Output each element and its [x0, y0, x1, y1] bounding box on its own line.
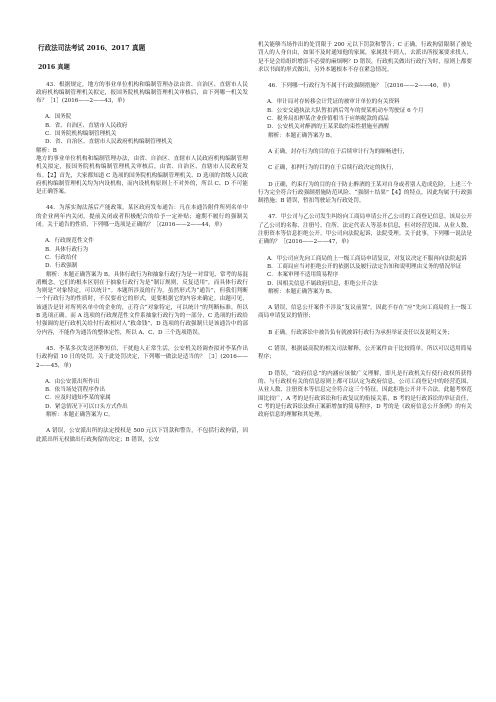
answer-option: D．省、自治区、直辖市人民政府机构编制管理机关 — [44, 139, 173, 146]
answer-option: C．国务院机构编制管理机关 — [44, 131, 117, 138]
paragraph: B 正确，行政诉讼中被告负有就被诉行政行为承担举证责任以及说明义务； — [268, 329, 453, 336]
answer-option: B．公安交通执法大队暂扣酒后驾车的贾某机动车驾驶证 6 个月 — [266, 107, 424, 114]
answer-option: A．行政规范性文件 — [44, 238, 94, 245]
left-column-body — [36, 81, 248, 444]
paragraph: 44．为落实淘汰落后产能政策，某区政府发布通告：凡在本通告附件所列名单中的企业两年内关闭，提前关闭或者积极配合的给予一定补贴；逾期不履行的强制关闭。关于通告的性质，下列哪一选项是正确的？［(2016——2——44，单) — [36, 205, 248, 229]
answer-line: 解析：B — [36, 147, 57, 154]
paragraph: 解析：本题正确答案为 B。 — [268, 288, 336, 295]
answer-option: B．依当场处罚程序作出 — [44, 387, 106, 394]
answer-option: B．工商局应当对拒绝公开的依据以及履行法定告知和说明理由义务的情况举证 — [266, 263, 462, 270]
paragraph: 解析：本题正确答案为 B。 — [268, 132, 336, 139]
paragraph: 地方的事业单位机构和编制管理办法，由省、自治区、直辖市人民政府机构编制管理机关拟定，报国务院机构编制管理机关审核后，由省、自治区、直辖市人民政府发布。【2】首先，大家都知道 C 选项的国务院机构编制管理机关、D 选项的省级人民政府机构编制管理机关均为内设机构，而内设机构原则上不对外的，所以 C、D 不可能是正确答案。 — [36, 155, 248, 196]
right-column — [258, 41, 472, 427]
paragraph: 46．下列哪一行政行为不属于行政强制措施？［(2016——2——46，单) — [268, 83, 450, 90]
answer-option: A．甲公司应先向工商局的上一级工商局申请复议，对复议决定不服再向法院起诉 — [266, 255, 467, 262]
answer-option: D．行政强制 — [44, 263, 78, 270]
answer-option: A．审计局对存转移会计凭证的被审计单位的有关资料 — [266, 99, 400, 106]
answer-option: D．紧急情况下可以口头方式作出 — [44, 403, 128, 410]
paragraph: 解析：本题正确答案为 C。 — [46, 411, 114, 418]
right-column-body — [258, 41, 472, 419]
paragraph: A 正确，封存行为的目的在于后续审计行为的顺畅进行， — [268, 148, 409, 155]
answer-option: A．由公安派出所作出 — [44, 378, 100, 385]
section-title: 2016 真题 — [38, 64, 70, 72]
paragraph: 机关能够当场作出的处罚限于 200 元以下罚款和警告；C 正确，行政拘留限制了被处罚人的人身自由，如果不及时通知他的家属，家属找不到人，去派出所报案要求找人，是不是会给组织增添不必要的麻烦啊？D 错误，行政机关做出行政行为时，原则上都要求以书面的形式做出，另外本题根本不存在紧急情况。 — [258, 42, 472, 73]
answer-option: D．因相关信息不属政府信息，拒绝公开合法 — [266, 280, 378, 287]
paragraph: A 错误，公安派出所的法定授权是 500 元以下罚款和警告，不包括行政拘留，因此派出所无权做出行政拘留的决定；B 错误，公安 — [36, 428, 248, 443]
answer-option: B．具体行政行为 — [44, 246, 89, 253]
paragraph: 45．李某多次发送淫秽短信，干扰他人正常生活，公安机关经调查拟对李某作出行政拘留 10 日的处罚。关于此处罚决定，下列哪一做法是适当的？［3］(2016——2——45，单) — [36, 345, 248, 369]
answer-option: B．省、自治区、直辖市人民政府 — [44, 122, 128, 129]
paragraph: A 错误，信息公开案件不涉及“复议前置”，因此不存在“应”先向工商局的上一级工商局申请复议的情形； — [258, 305, 472, 320]
answer-option: C．行政给付 — [44, 254, 78, 261]
left-column — [36, 40, 248, 452]
paragraph: 43．根据规定，地方的事业单位机构和编制管理办法由省、自治区、直辖市人民政府机构编制管理机关拟定，报国务院机构编制管理机关审核后，由下列哪一机关发布？［1］(2016——2——43，单) — [36, 81, 248, 105]
paragraph: 47．甲公司与乙公司发生纠纷向工商局申请公开乙公司的工商登记信息。该局公开了乙公司的名称、注册号、住所、法定代表人等基本信息，但对经营范围、从业人数、注册资本等信息拒绝公开。甲公司向法院起诉，法院受理。关于此事，下列哪一说法是正确的？［(2016——2——47，单) — [258, 214, 472, 246]
paragraph: C 错误，根据最高院的相关司法解释，公开案件由于比较简单，所以可以适用简易程序； — [258, 346, 472, 361]
paragraph: D 正确，约束行为的目的在于防止醉酒的王某对自身或者别人造成危险，上述三个行为完全符合行政强制措施防范风险、“强制＋结果”【4】的特点，因此均属于行政强制措施；B 错误，暂扣驾驶证为行政处罚。 — [258, 181, 472, 205]
paragraph: C 正确，扣押行为的目的在于后续行政决定的执行， — [268, 165, 398, 172]
answer-option: A．国务院 — [44, 114, 72, 121]
paragraph: 解析：本题正确答案为 B。具体行政行为和抽象行政行为是一对常见、常考的易混淆概念，它们的根本区别在于抽象行政行为是“制订规则，反复适用”，而具体行政行为则是“对象特定，可以统计”。本题所涉及的行为，虽然形式为“通告”，但我们判断一个行政行为的性质时，不仅要看它的形式，更要根据它的内容来确定。由题可见，该通告是针对所列名单中的企业的，正符合“对象特定，可以统计”的判断标准。所以 B 选项正确。而 A 选项的行政规范性文件系抽象行政行为的一部分，C 选项的行政给付强调的是行政机关给付行政相对人“救命钱”，D 选项的行政强制只是该通告中的部分内容，不能作为通告的整体定性，所以 A、C、D 三个选项错误。 — [36, 271, 248, 336]
answer-option: C．应及时通知李某的家属 — [44, 395, 111, 402]
paragraph: D 错误，“政府信息”的内涵应该做广义理解，即凡是行政机关行使行政权所获得的、与行政权有关的信息原则上都可以认定为政府信息，公司工商登记中的经营范围、从业人数、注册资本等信息完全符合这三个特征，因此拒绝公开并不合法。此题考察范围比较广，A 考的是行政诉讼和行政复议的衔接关系，B 考的是行政诉讼的举证责任，C 考的是行政诉讼法修正案新增加的简易程序，D 考的是《政府信息公开条例》的有关政府信息的理解和其处理。 — [258, 370, 472, 419]
document-title: 行政法司法考试 2016、2017 真题 — [38, 44, 146, 52]
answer-option: D．公安机关对醉酒的王某采取约束性措施至酒醒 — [266, 124, 389, 131]
answer-option: C．税务局扣押某企业价值相当于应纳税款的商品 — [266, 116, 389, 123]
answer-option: C．本案审理不适用简易程序 — [266, 272, 339, 279]
